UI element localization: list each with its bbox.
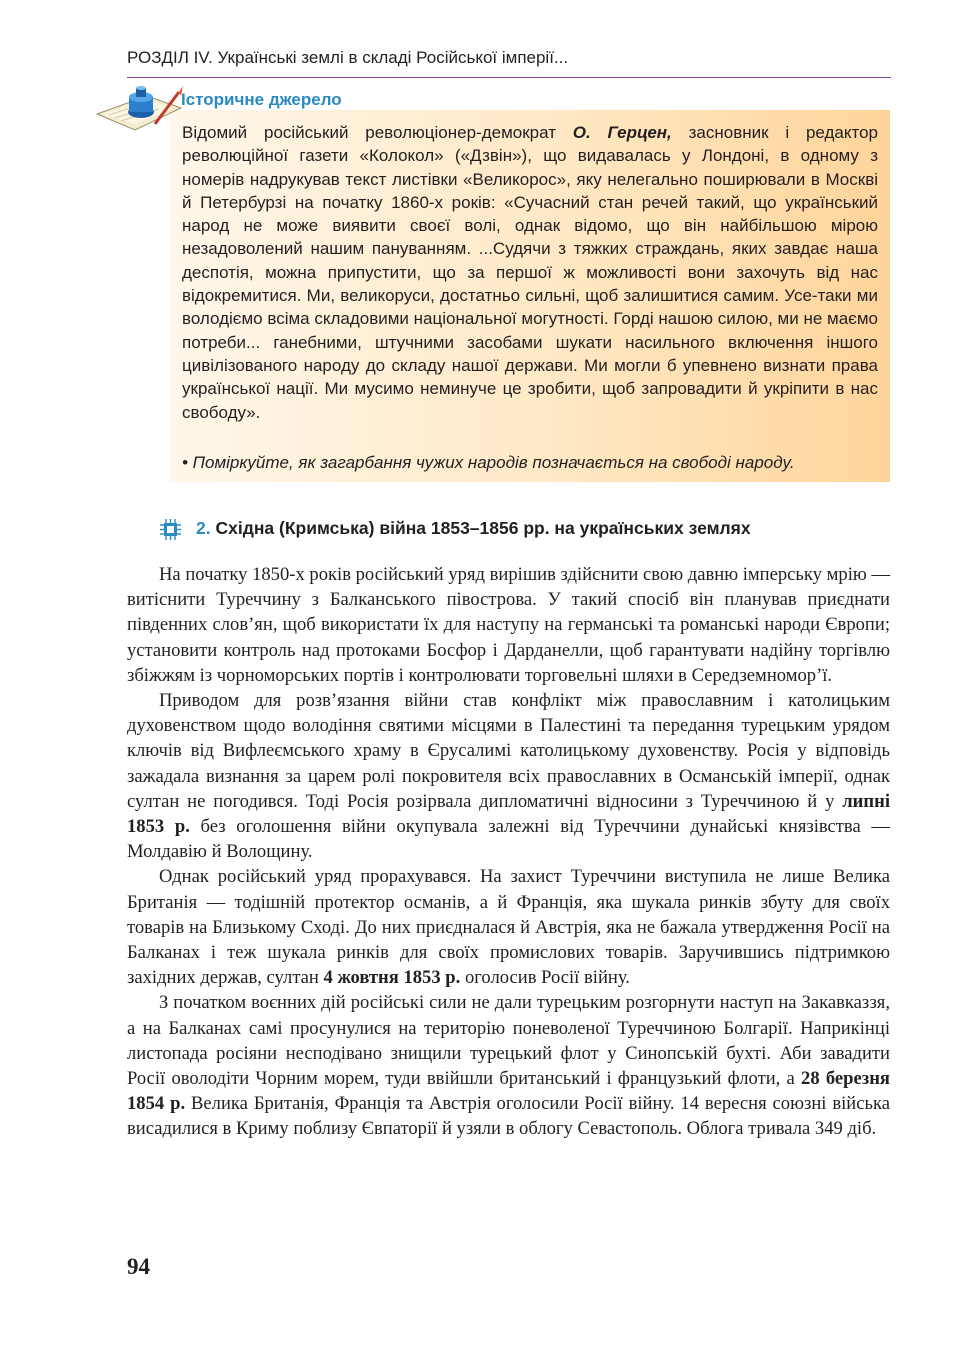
header-rule bbox=[127, 77, 891, 78]
source-title: Історичне джерело bbox=[181, 90, 342, 109]
date-october-1853: 4 жовтня 1853 р. bbox=[323, 967, 461, 989]
source-text bbox=[182, 121, 878, 424]
running-header: РОЗДІЛ IV. Українські землі в складі Російської імперії... bbox=[127, 48, 569, 67]
paragraph-4 bbox=[127, 990, 890, 1141]
paragraph-3 bbox=[127, 864, 890, 990]
date-july-1853: липні 1853 р. bbox=[127, 790, 890, 838]
paragraph-4-text-b: Велика Британія, Франція та Австрія оголосили Росії війну. 14 вересня союзні війська висадилися в Криму поблизу Євпаторії й узяли в облогу Севастополь. Облога тривала 349 діб. bbox=[127, 1093, 890, 1140]
section-title: Східна (Кримська) війна 1853–1856 рр. на українських землях bbox=[215, 518, 751, 538]
date-march-1854: 28 березня 1854 р. bbox=[127, 1068, 890, 1115]
chip-icon bbox=[160, 519, 181, 540]
paragraph-2 bbox=[127, 688, 890, 864]
paragraph-1: На початку 1850-х років російський уряд вирішив здійснити свою давню імперську мрію — витіснити Туреччину з Балканського півострова. У такий спосіб він планував приєднати південних слов’ян, щоб використати їх для наступу на германські та романські народи Європи; установити контроль над протоками Босфор і Дарданелли, щоб гарантувати надійну торгівлю збіжжям із чорноморських портів і контролювати торговельні шляхи в Середземномор’ї. bbox=[127, 564, 890, 686]
paragraph-3-text-a: Однак російський уряд прорахувався. На захист Туреччини виступила не лише Велика Британія — тодішній протектор османів, а й Франція, яка шукала ринків збуту для своїх товарів на Близькому Сході. До них приєдналася й Австрія, яка не бажала утвердження Росії на Балканах і теж шукала ринків для своїх промислових товарів. Заручившись підтримкою західних держав, султан bbox=[127, 866, 890, 989]
source-author: О. Герцен, bbox=[572, 123, 672, 142]
page-number: 94 bbox=[127, 1254, 150, 1279]
paragraph-3-text-b: оголосив Росії війну. bbox=[460, 967, 630, 989]
section-heading bbox=[196, 518, 751, 539]
section-number: 2. bbox=[196, 518, 211, 538]
paragraph-4-text-a: З початком воєнних дій російські сили не дали турецьким розгорнути наступ на Закавказзя, а на Балканах самі просунулися на територію поневоленої Туреччиною Болгарії. Наприкінці листопада росіяни несподівано знищили турецький флот у Синопській бухті. Аби завадити Росії оволодіти Чорним морем, туди ввійшли британський і французький флоти, а bbox=[127, 992, 890, 1090]
source-text-intro: Відомий російський революціонер-демократ bbox=[182, 123, 573, 142]
body-text bbox=[127, 562, 890, 1142]
paragraph-2-text-a: Приводом для розв’язання війни став конфлікт між православним і католицьким духовенством щодо володіння святими місцями в Палестині та передання турецьким урядом ключів від Вифлеємського храму в Єрусалимі католицькому духовенству. Росія у відповідь зажадала визнання за царем ролі покровителя всіх православних в Османській імперії, однак султан не погодився. Тоді Росія розірвала дипломатичні відносини з Туреччиною й у bbox=[127, 690, 890, 812]
source-text-body: засновник і редактор революційної газети «Колокол» («Дзвін»), що видавалась у Лондоні, в одному з номерів надрукував текст листівки «Великорос», яку нелегально поширювали в Москві й Петербурзі на початку 1860-х років: «Сучасний стан речей такий, що український народ не може виявити своєї волі, однак відомо, що він найбільшою мірою незадоволений нашим пануванням. ...Судячи з тяжких страждань, яких завдає наша деспотія, можна припустити, що за першої ж можливості вони захочуть від нас відокремитися. Ми, великоруси, достатньо сильні, щоб залишитися самим. Усе-таки ми володіємо всіма складовими національної могутності. Горді нашою силою, ми не маємо потреби... ганебними, штучними засобами шукати насильного включення іншого цивілізованого народу до складу нашої держави. Ми могли б упевнено визнати права української нації. Ми мусимо неминуче це зробити, щоб запровадити й укріпити в нас свободу». bbox=[182, 123, 878, 422]
paragraph-2-text-b: без оголошення війни окупувала залежні від Туреччини дунайські князівства — Молдавію й Волощину. bbox=[127, 816, 890, 863]
inkwell-quill-icon bbox=[95, 84, 185, 134]
source-task: • Поміркуйте, як загарбання чужих народів позначається на свободі народу. bbox=[182, 453, 795, 472]
